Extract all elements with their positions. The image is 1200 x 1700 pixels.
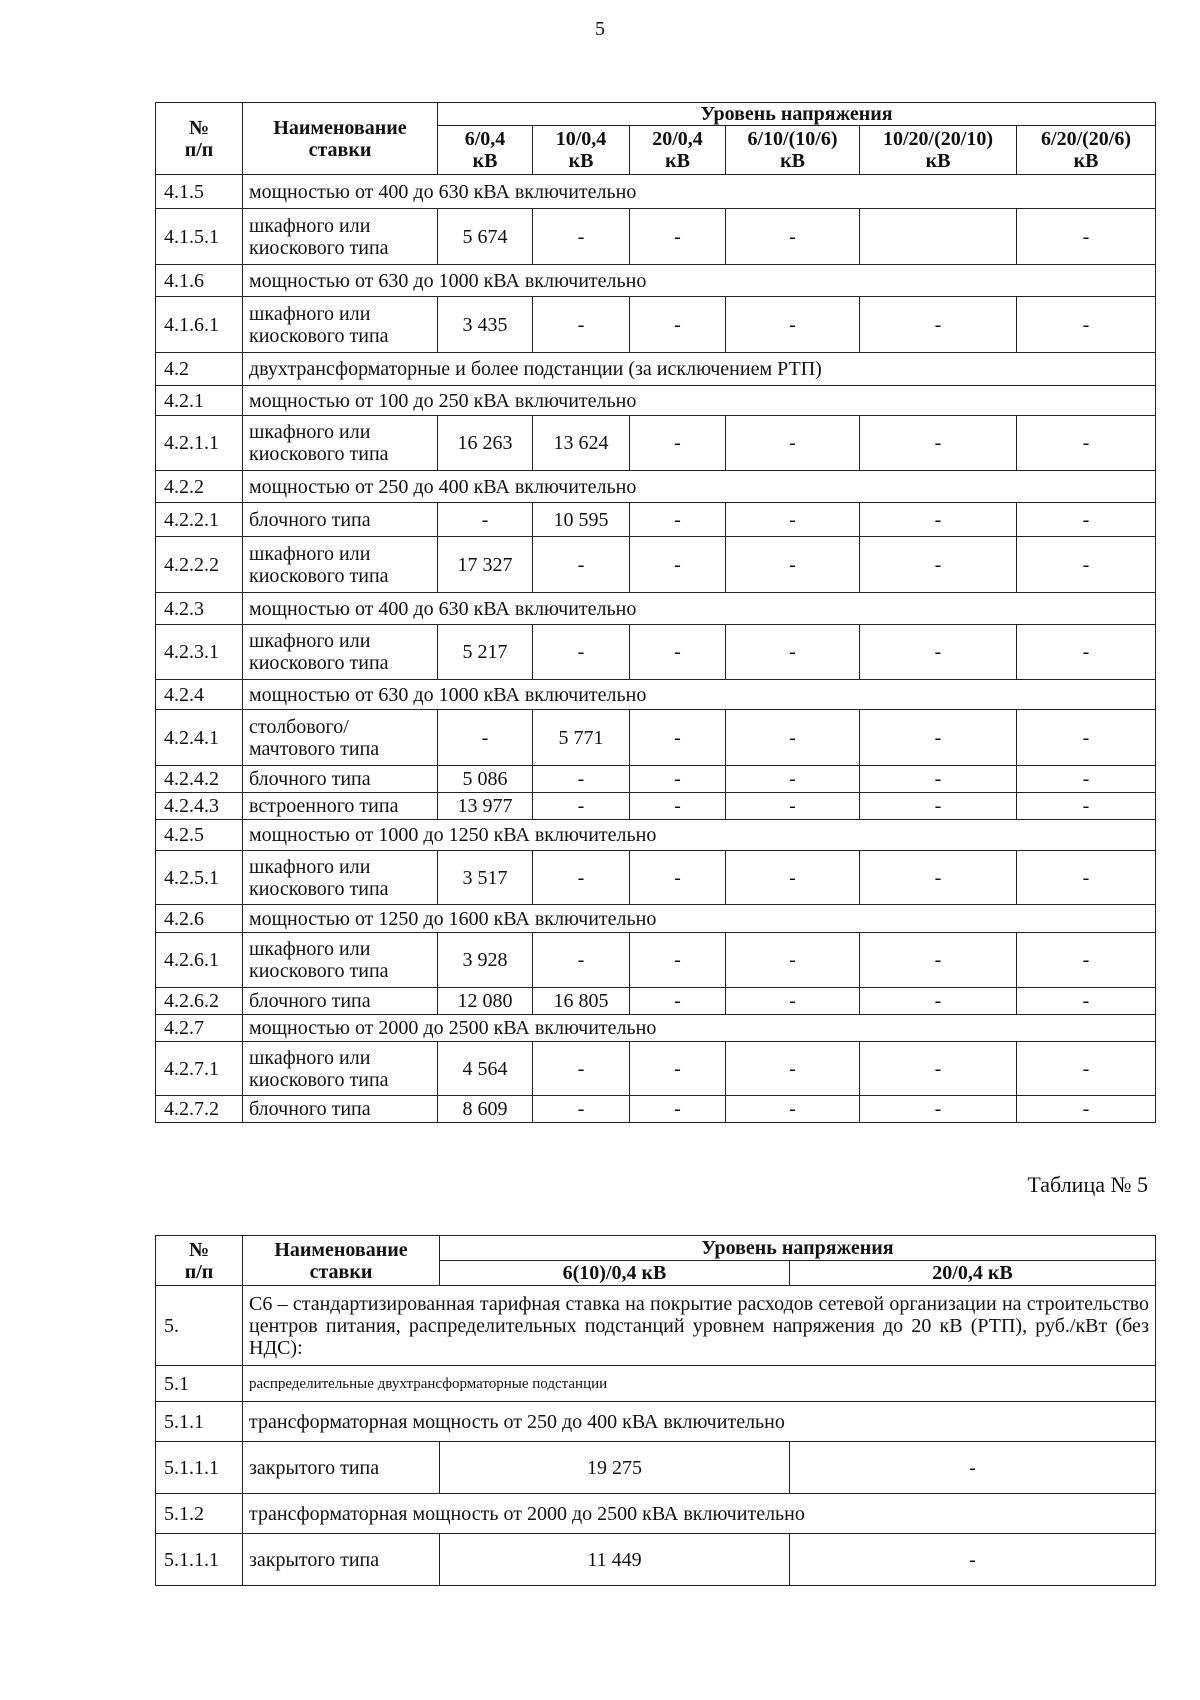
- header-voltage: 6/20/(20/6) кВ: [1017, 126, 1156, 175]
- rate-value: -: [726, 766, 860, 793]
- table-caption: Таблица № 5: [1027, 1172, 1148, 1197]
- rate-value: -: [726, 933, 860, 988]
- rate-value: -: [533, 933, 630, 988]
- rate-value: -: [1017, 988, 1156, 1015]
- table-row: [156, 593, 1156, 625]
- rate-value: -: [1017, 297, 1156, 353]
- rate-value: -: [630, 933, 726, 988]
- row-number: 4.1.6: [156, 265, 243, 297]
- header-voltage-group: Уровень напряжения: [440, 1236, 1156, 1261]
- rate-value: 8 609: [438, 1096, 533, 1123]
- rate-value: -: [630, 537, 726, 593]
- table-row: [156, 416, 1156, 471]
- row-number: 5.1.2: [156, 1494, 243, 1534]
- rate-value: -: [860, 851, 1017, 905]
- table-row: [156, 1366, 1156, 1402]
- row-number: 4.2.6: [156, 905, 243, 933]
- section-title: мощностью от 630 до 1000 кВА включительно: [243, 265, 1156, 297]
- rate-value: 19 275: [440, 1442, 790, 1494]
- table-row: [156, 1534, 1156, 1586]
- section-title: двухтрансформаторные и более подстанции (за исключением РТП): [243, 353, 1156, 386]
- rate-name: закрытого типа: [243, 1534, 440, 1586]
- rate-value: -: [1017, 710, 1156, 766]
- rate-value: -: [630, 793, 726, 820]
- rate-value: -: [630, 851, 726, 905]
- row-number: 5.1.1: [156, 1402, 243, 1442]
- rate-value: -: [1017, 851, 1156, 905]
- table-row: [156, 265, 1156, 297]
- rate-value: -: [533, 851, 630, 905]
- table-body: [156, 175, 1156, 1123]
- header-voltage: 6/0,4 кВ: [438, 126, 533, 175]
- page-number: 5: [595, 18, 605, 40]
- rate-value: -: [860, 416, 1017, 471]
- rate-value: -: [1017, 537, 1156, 593]
- header-voltage: 10/20/(20/10) кВ: [860, 126, 1017, 175]
- rate-value: 5 674: [438, 209, 533, 265]
- rate-name: блочного типа: [243, 1096, 438, 1123]
- rate-value: 12 080: [438, 988, 533, 1015]
- rate-value: -: [726, 1042, 860, 1096]
- rate-value: 5 217: [438, 625, 533, 680]
- rate-value: -: [726, 793, 860, 820]
- header-voltage: 20/0,4 кВ: [790, 1261, 1156, 1286]
- rate-value: -: [726, 297, 860, 353]
- row-number: 4.2.2: [156, 471, 243, 503]
- rate-name: блочного типа: [243, 988, 438, 1015]
- rate-value: -: [533, 766, 630, 793]
- row-number: 5.1.1.1: [156, 1442, 243, 1494]
- header-voltage: 6/10/(10/6) кВ: [726, 126, 860, 175]
- rate-value: 3 517: [438, 851, 533, 905]
- table-row: [156, 793, 1156, 820]
- rate-value: -: [1017, 209, 1156, 265]
- rate-value: -: [860, 1042, 1017, 1096]
- header-row: [156, 1236, 1156, 1261]
- section-title: мощностью от 1000 до 1250 кВА включительно: [243, 820, 1156, 851]
- row-number: 4.2.3: [156, 593, 243, 625]
- rate-name: шкафного или киоскового типа: [243, 851, 438, 905]
- section-title: мощностью от 250 до 400 кВА включительно: [243, 471, 1156, 503]
- rate-value: -: [860, 297, 1017, 353]
- rate-value: 5 771: [533, 710, 630, 766]
- rate-value: -: [726, 537, 860, 593]
- row-number: 4.2.1.1: [156, 416, 243, 471]
- table-row: [156, 471, 1156, 503]
- section-title: распределительные двухтрансформаторные подстанции: [243, 1366, 1156, 1402]
- rate-value: [860, 209, 1017, 265]
- row-number: 4.2.4: [156, 680, 243, 710]
- row-number: 4.1.5.1: [156, 209, 243, 265]
- rate-value: -: [533, 1042, 630, 1096]
- rate-value: -: [1017, 1096, 1156, 1123]
- table-row: [156, 766, 1156, 793]
- rate-value: -: [1017, 503, 1156, 537]
- table-row: [156, 537, 1156, 593]
- row-number: 4.2: [156, 353, 243, 386]
- header-row: [156, 103, 1156, 126]
- rate-name: шкафного или киоскового типа: [243, 297, 438, 353]
- table-row: [156, 175, 1156, 209]
- rate-value: -: [860, 503, 1017, 537]
- row-number: 5.1: [156, 1366, 243, 1402]
- row-number: 4.2.6.1: [156, 933, 243, 988]
- rate-value: -: [630, 297, 726, 353]
- row-number: 5.1.1.1: [156, 1534, 243, 1586]
- row-number: 4.1.5: [156, 175, 243, 209]
- rate-value: -: [726, 625, 860, 680]
- rate-value: 13 977: [438, 793, 533, 820]
- rate-value: -: [533, 625, 630, 680]
- rate-value: -: [1017, 766, 1156, 793]
- table-row: [156, 1494, 1156, 1534]
- section-title: мощностью от 1250 до 1600 кВА включительно: [243, 905, 1156, 933]
- rate-value: 5 086: [438, 766, 533, 793]
- row-number: 5.: [156, 1286, 243, 1366]
- rate-value: -: [533, 793, 630, 820]
- table-row: [156, 905, 1156, 933]
- section-title: С6 – стандартизированная тарифная ставка на покрытие расходов сетевой организации на строительство центров питания, распределительных подстанций уровнем напряжения до 20 кВ (РТП), руб./кВт (без НДС):: [243, 1286, 1156, 1366]
- row-number: 4.2.5.1: [156, 851, 243, 905]
- rate-value: 10 595: [533, 503, 630, 537]
- section-title: мощностью от 400 до 630 кВА включительно: [243, 175, 1156, 209]
- header-num: № п/п: [156, 103, 243, 175]
- row-number: 4.1.6.1: [156, 297, 243, 353]
- rate-value: -: [630, 503, 726, 537]
- rate-value: -: [726, 416, 860, 471]
- row-number: 4.2.7.2: [156, 1096, 243, 1123]
- row-number: 4.2.6.2: [156, 988, 243, 1015]
- rate-value: -: [630, 1096, 726, 1123]
- table-row: [156, 710, 1156, 766]
- rate-value: -: [860, 988, 1017, 1015]
- row-number: 4.2.7: [156, 1015, 243, 1042]
- rate-value: -: [630, 625, 726, 680]
- table-header: [156, 1236, 1156, 1286]
- table-row: [156, 1096, 1156, 1123]
- rate-value: -: [860, 793, 1017, 820]
- section-title: мощностью от 2000 до 2500 кВА включительно: [243, 1015, 1156, 1042]
- rate-value: -: [1017, 933, 1156, 988]
- table-row: [156, 1286, 1156, 1366]
- row-number: 4.2.1: [156, 386, 243, 416]
- header-voltage-group: Уровень напряжения: [438, 103, 1156, 126]
- header-name: Наименование ставки: [243, 1236, 440, 1286]
- row-number: 4.2.3.1: [156, 625, 243, 680]
- section-title: трансформаторная мощность от 2000 до 2500 кВА включительно: [243, 1494, 1156, 1534]
- rate-name: шкафного или киоскового типа: [243, 933, 438, 988]
- row-number: 4.2.4.2: [156, 766, 243, 793]
- row-number: 4.2.2.2: [156, 537, 243, 593]
- rate-value: -: [630, 710, 726, 766]
- rate-value: -: [1017, 625, 1156, 680]
- rate-value: 16 805: [533, 988, 630, 1015]
- table-row: [156, 503, 1156, 537]
- rate-value: -: [533, 297, 630, 353]
- rate-name: шкафного или киоскового типа: [243, 537, 438, 593]
- table-row: [156, 1442, 1156, 1494]
- table-row: [156, 625, 1156, 680]
- rate-name: блочного типа: [243, 766, 438, 793]
- rate-value: 4 564: [438, 1042, 533, 1096]
- rate-name: шкафного или киоскового типа: [243, 209, 438, 265]
- rate-name: закрытого типа: [243, 1442, 440, 1494]
- row-number: 4.2.2.1: [156, 503, 243, 537]
- rate-value: 3 435: [438, 297, 533, 353]
- rate-name: шкафного или киоскового типа: [243, 625, 438, 680]
- header-voltage: 20/0,4 кВ: [630, 126, 726, 175]
- table-row: [156, 680, 1156, 710]
- rate-value: -: [860, 537, 1017, 593]
- section-title: мощностью от 400 до 630 кВА включительно: [243, 593, 1156, 625]
- rate-value: -: [860, 1096, 1017, 1123]
- section-title: мощностью от 630 до 1000 кВА включительно: [243, 680, 1156, 710]
- rate-name: шкафного или киоскового типа: [243, 1042, 438, 1096]
- header-voltage: 10/0,4 кВ: [533, 126, 630, 175]
- table-row: [156, 297, 1156, 353]
- row-number: 4.2.4.1: [156, 710, 243, 766]
- rate-value: -: [860, 625, 1017, 680]
- table-row: [156, 1402, 1156, 1442]
- rate-value: -: [630, 209, 726, 265]
- rate-value: -: [860, 933, 1017, 988]
- rate-value: -: [1017, 793, 1156, 820]
- rate-value: -: [630, 416, 726, 471]
- rate-value: 11 449: [440, 1534, 790, 1586]
- rate-value: -: [1017, 416, 1156, 471]
- rate-value: -: [860, 766, 1017, 793]
- row-number: 4.2.5: [156, 820, 243, 851]
- rate-name: столбового/ мачтового типа: [243, 710, 438, 766]
- rate-value: -: [630, 1042, 726, 1096]
- tariff-table-4: [155, 102, 1156, 1123]
- table-body: [156, 1286, 1156, 1586]
- rate-value: -: [726, 209, 860, 265]
- table-row: [156, 386, 1156, 416]
- rate-name: встроенного типа: [243, 793, 438, 820]
- rate-value: -: [533, 1096, 630, 1123]
- rate-value: 3 928: [438, 933, 533, 988]
- table-row: [156, 988, 1156, 1015]
- table-row: [156, 209, 1156, 265]
- rate-value: -: [726, 710, 860, 766]
- rate-value: -: [533, 209, 630, 265]
- header-voltage: 6(10)/0,4 кВ: [440, 1261, 790, 1286]
- rate-value: -: [726, 851, 860, 905]
- row-number: 4.2.4.3: [156, 793, 243, 820]
- rate-value: 17 327: [438, 537, 533, 593]
- table-row: [156, 851, 1156, 905]
- header-name: Наименование ставки: [243, 103, 438, 175]
- rate-value: -: [860, 710, 1017, 766]
- rate-value: -: [630, 766, 726, 793]
- rate-value: -: [630, 988, 726, 1015]
- table-row: [156, 933, 1156, 988]
- table-header: [156, 103, 1156, 175]
- table-row: [156, 353, 1156, 386]
- rate-value: -: [790, 1534, 1156, 1586]
- rate-value: -: [726, 503, 860, 537]
- section-title: мощностью от 100 до 250 кВА включительно: [243, 386, 1156, 416]
- rate-value: 16 263: [438, 416, 533, 471]
- tariff-table-5: [155, 1235, 1156, 1586]
- rate-value: -: [533, 537, 630, 593]
- table-row: [156, 1042, 1156, 1096]
- table-row: [156, 820, 1156, 851]
- rate-value: -: [726, 1096, 860, 1123]
- row-number: 4.2.7.1: [156, 1042, 243, 1096]
- rate-name: шкафного или киоскового типа: [243, 416, 438, 471]
- rate-value: -: [790, 1442, 1156, 1494]
- table-row: [156, 1015, 1156, 1042]
- rate-value: -: [438, 710, 533, 766]
- rate-value: -: [1017, 1042, 1156, 1096]
- section-title: трансформаторная мощность от 250 до 400 кВА включительно: [243, 1402, 1156, 1442]
- header-num: № п/п: [156, 1236, 243, 1286]
- rate-value: -: [726, 988, 860, 1015]
- rate-name: блочного типа: [243, 503, 438, 537]
- rate-value: 13 624: [533, 416, 630, 471]
- rate-value: -: [438, 503, 533, 537]
